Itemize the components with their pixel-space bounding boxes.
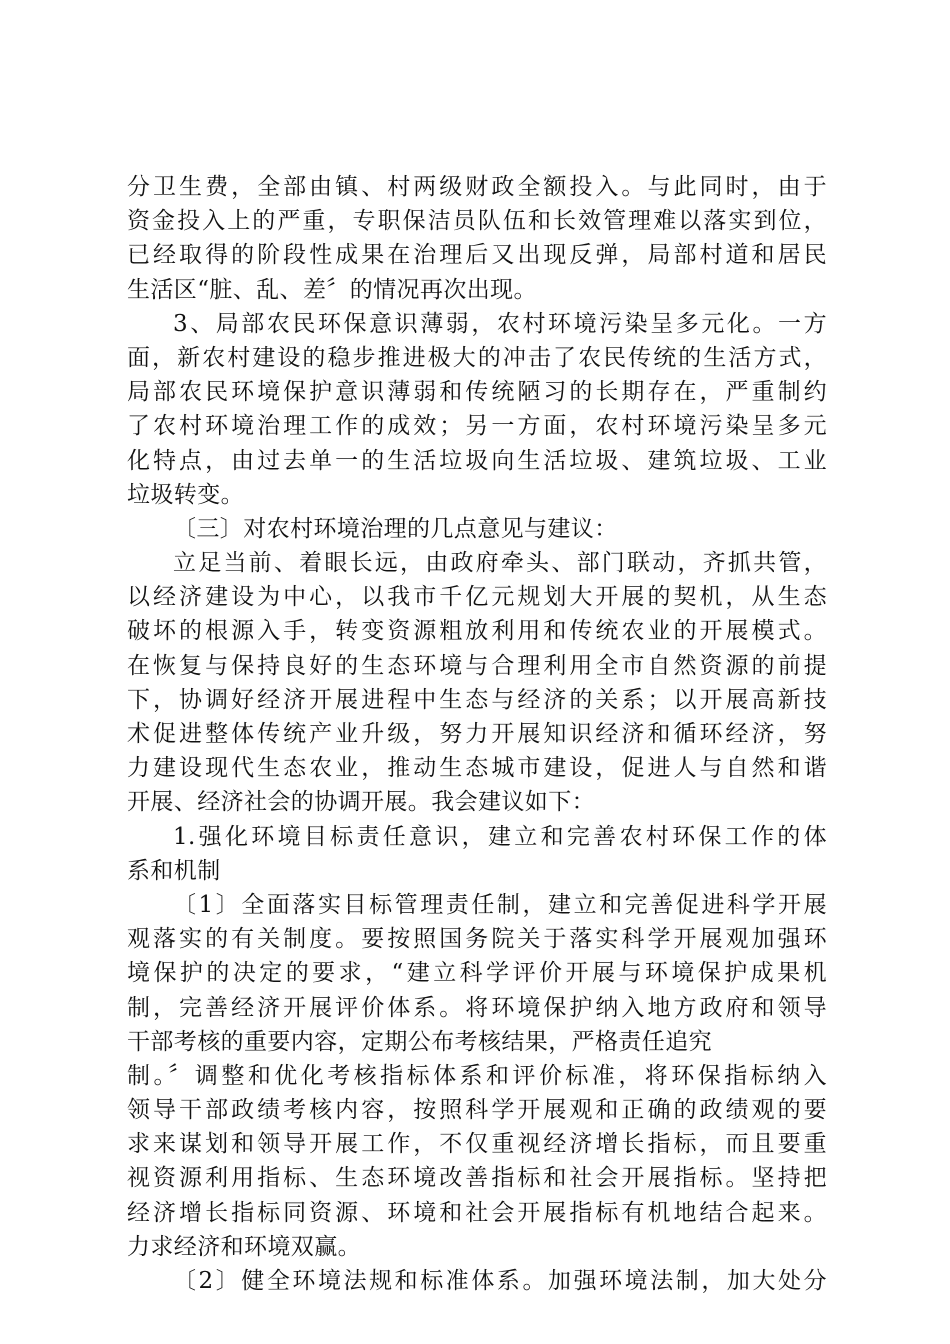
subsection-heading: 系和机制 bbox=[127, 857, 221, 884]
paragraph-line: 3、局部农民环保意识薄弱，农村环境污染呈多元化。一方 bbox=[173, 310, 827, 337]
paragraph-line: 了农村环境治理工作的成效；另一方面，农村环境污染呈多元 bbox=[127, 413, 827, 440]
section-heading: 〔三〕对农村环境治理的几点意见与建议： bbox=[173, 515, 618, 542]
paragraph-line: 在恢复与保持良好的生态环境与合理利用全市自然资源的前提 bbox=[127, 652, 827, 679]
paragraph-line: 开展、经济社会的协调开展。我会建议如下： bbox=[127, 789, 595, 816]
paragraph-line: 破坏的根源入手，转变资源粗放利用和传统农业的开展模式。 bbox=[127, 618, 827, 645]
paragraph-line: 垃圾转变。 bbox=[127, 481, 244, 508]
paragraph-line: 立足当前、着眼长远，由政府牵头、部门联动，齐抓共管， bbox=[173, 550, 827, 577]
paragraph-line: 资金投入上的严重，专职保洁员队伍和长效管理难以落实到位， bbox=[127, 208, 827, 235]
paragraph-line: 化特点，由过去单一的生活垃圾向生活垃圾、建筑垃圾、工业 bbox=[127, 447, 827, 474]
paragraph-line: 术促进整体传统产业升级，努力开展知识经济和循环经济，努 bbox=[127, 721, 827, 747]
paragraph-line: 〔2〕健全环境法规和标准体系。加强环境法制，加大处分 bbox=[173, 1268, 827, 1294]
paragraph-line: 局部农民环境保护意识薄弱和传统陋习的长期存在，严重制约 bbox=[127, 379, 827, 406]
paragraph-line: 制。〞调整和优化考核指标体系和评价标准，将环保指标纳入 bbox=[127, 1062, 827, 1089]
paragraph-line: 分卫生费，全部由镇、村两级财政全额投入。与此同时，由于 bbox=[127, 174, 827, 200]
paragraph-line: 制，完善经济开展评价体系。将环境保护纳入地方政府和领导 bbox=[127, 994, 827, 1021]
paragraph-line: 下，协调好经济开展进程中生态与经济的关系；以开展高新技 bbox=[127, 686, 827, 713]
paragraph-line: 力求经济和环境双赢。 bbox=[127, 1233, 361, 1260]
paragraph-line: 力建设现代生态农业，推动生态城市建设，促进人与自然和谐 bbox=[127, 755, 827, 782]
subsection-heading: 1.强化环境目标责任意识，建立和完善农村环保工作的体 bbox=[173, 823, 827, 850]
paragraph-line: 生活区“脏、乱、差〞的情况再次出现。 bbox=[127, 276, 537, 303]
document-body bbox=[127, 170, 827, 1298]
paragraph-line: 面，新农村建设的稳步推进极大的冲击了农民传统的生活方式， bbox=[127, 344, 827, 371]
paragraph-line: 已经取得的阶段性成果在治理后又出现反弹，局部村道和居民 bbox=[127, 242, 827, 269]
paragraph-line: 以经济建设为中心，以我市千亿元规划大开展的契机，从生态 bbox=[127, 584, 827, 611]
paragraph-line: 领导干部政绩考核内容，按照科学开展观和正确的政绩观的要 bbox=[127, 1097, 827, 1124]
paragraph-line: 〔1〕全面落实目标管理责任制，建立和完善促进科学开展 bbox=[173, 891, 827, 918]
paragraph-line: 观落实的有关制度。要按照国务院关于落实科学开展观加强环 bbox=[127, 926, 827, 953]
paragraph-line: 境保护的决定的要求，“建立科学评价开展与环境保护成果机 bbox=[127, 960, 827, 987]
paragraph-line: 求来谋划和领导开展工作，不仅重视经济增长指标，而且要重 bbox=[127, 1131, 827, 1158]
paragraph-line: 视资源利用指标、生态环境改善指标和社会开展指标。坚持把 bbox=[127, 1165, 827, 1192]
paragraph-line: 经济增长指标同资源、环境和社会开展指标有机地结合起来。 bbox=[127, 1199, 827, 1226]
paragraph-line: 干部考核的重要内容，定期公布考核结果，严格责任追究 bbox=[127, 1028, 712, 1055]
